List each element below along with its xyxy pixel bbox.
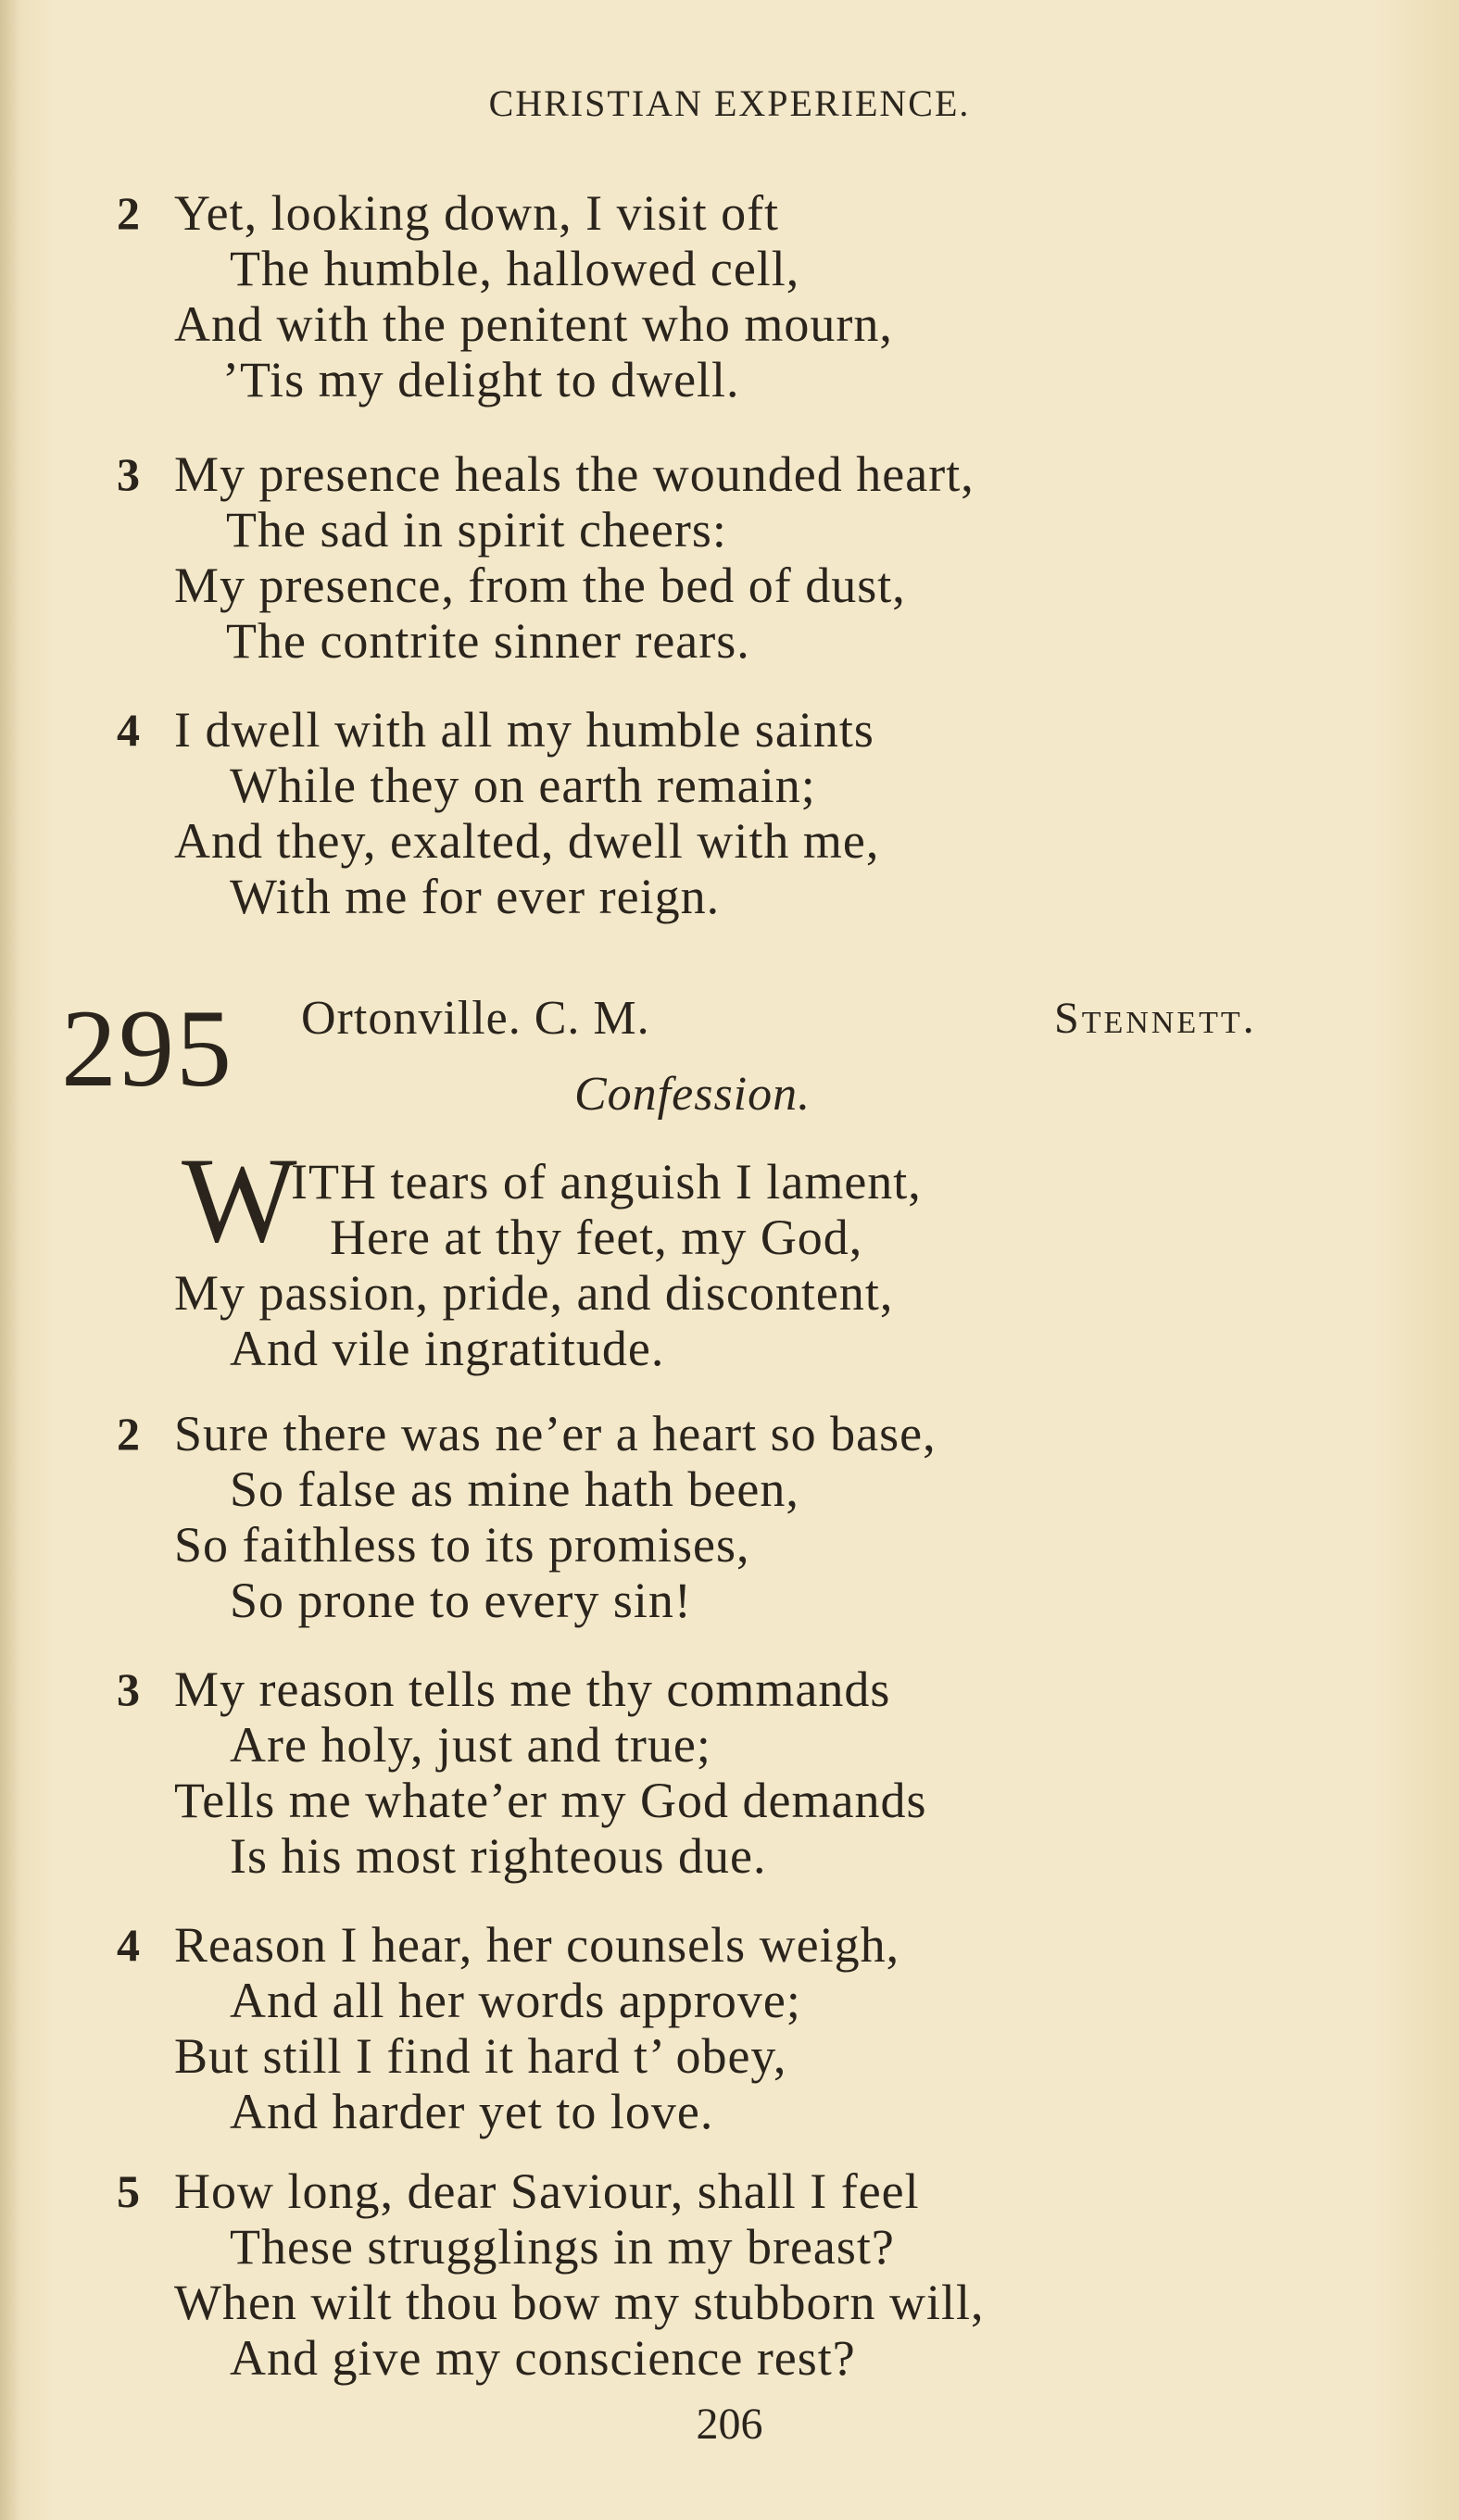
verse-line: When wilt thou bow my stubborn will, <box>174 2275 985 2330</box>
verse-line: But still I find it hard t’ obey, <box>174 2028 787 2084</box>
verse-line: Sure there was ne’er a heart so base, <box>174 1406 937 1461</box>
verse-line: Here at thy feet, my God, <box>330 1210 863 1265</box>
verse-line: ’Tis my delight to dwell. <box>222 352 740 407</box>
page-number: 206 <box>696 2400 763 2449</box>
verse-line: My passion, pride, and discontent, <box>174 1265 894 1321</box>
stanza-number: 3 <box>117 448 140 500</box>
hymn-number: 295 <box>61 986 233 1110</box>
hymn-subtitle: Confession. <box>574 1068 811 1121</box>
verse-line: ITH tears of anguish I lament, <box>291 1154 922 1210</box>
verse-line: These strugglings in my breast? <box>230 2219 895 2275</box>
verse-line: How long, dear Saviour, shall I feel <box>174 2163 920 2219</box>
running-head: CHRISTIAN EXPERIENCE. <box>488 82 971 124</box>
stanza-number: 5 <box>117 2165 140 2217</box>
verse-line: My reason tells me thy commands <box>174 1661 891 1717</box>
verse-line: While they on earth remain; <box>230 758 816 813</box>
stanza-number: 4 <box>117 704 140 756</box>
verse-line: Yet, looking down, I visit oft <box>174 185 780 241</box>
verse-line: And vile ingratitude. <box>230 1321 665 1376</box>
verse-line: The sad in spirit cheers: <box>226 502 727 558</box>
verse-line: My presence, from the bed of dust, <box>174 558 906 613</box>
verse-line: Are holy, just and true; <box>230 1717 711 1773</box>
stanza-number: 2 <box>117 187 140 239</box>
verse-line: So false as mine hath been, <box>230 1461 799 1517</box>
verse-line: With me for ever reign. <box>230 869 721 924</box>
verse-line: And with the penitent who mourn, <box>174 296 893 352</box>
verse-line: And give my conscience rest? <box>230 2330 856 2386</box>
verse-line: And harder yet to love. <box>230 2084 714 2139</box>
verse-line: I dwell with all my humble saints <box>174 702 874 758</box>
stanza-number: 3 <box>117 1663 140 1715</box>
page-edge-shadow <box>0 0 20 2520</box>
verse-line: Tells me whate’er my God demands <box>174 1773 927 1828</box>
verse-line: So faithless to its promises, <box>174 1517 750 1573</box>
tune-name: Ortonville. C. M. <box>301 992 650 1045</box>
verse-line: And they, exalted, dwell with me, <box>174 813 880 869</box>
hymn-author: Stennett. <box>1054 994 1257 1043</box>
verse-line: The contrite sinner rears. <box>226 613 750 669</box>
verse-line: Is his most righteous due. <box>230 1828 767 1884</box>
verse-line: So prone to every sin! <box>230 1573 692 1628</box>
verse-line: Reason I hear, her counsels weigh, <box>174 1917 900 1973</box>
verse-line: And all her words approve; <box>230 1973 801 2028</box>
verse-line: The humble, hallowed cell, <box>230 241 800 296</box>
drop-cap: W <box>182 1132 297 1268</box>
stanza-number: 2 <box>117 1408 140 1460</box>
stanza-number: 4 <box>117 1919 140 1971</box>
verse-line: My presence heals the wounded heart, <box>174 446 975 502</box>
